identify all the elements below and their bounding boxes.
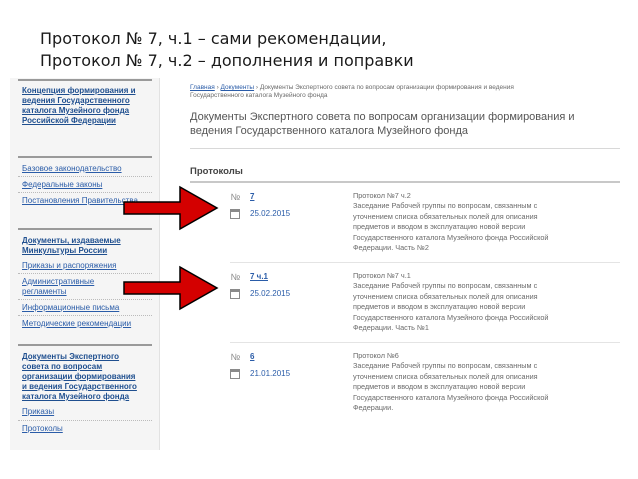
slide-title-line-1: Протокол № 7, ч.1 – сами рекомендации, (40, 29, 387, 48)
red-arrow-icon (122, 184, 220, 232)
calendar-icon (230, 289, 240, 299)
main-content (186, 78, 628, 450)
numero-sign-icon: № (230, 192, 241, 202)
breadcrumb-current-cont: Государственного каталога Музейного фонда (190, 92, 328, 99)
sidebar-link-government-decrees[interactable]: Постановления Правительства (22, 196, 138, 205)
protocol-item (230, 351, 620, 423)
breadcrumb (190, 84, 620, 100)
protocol-item (230, 191, 620, 263)
calendar-icon (230, 209, 240, 219)
protocol-doc-title: Протокол №6 (353, 351, 399, 360)
protocol-doc-title: Протокол №7 ч.2 (353, 191, 411, 200)
numero-sign-icon: № (230, 272, 241, 282)
protocol-number-link[interactable]: 7 ч.1 (250, 272, 268, 281)
protocol-number-link[interactable]: 6 (250, 352, 255, 361)
website-screenshot (10, 78, 628, 450)
breadcrumb-current: Документы Экспертного совета по вопросам организации формирования и ведения (259, 84, 514, 91)
breadcrumb-separator: › (216, 84, 219, 91)
page-title: Документы Экспертного совета по вопросам организации формирования и ведения Государственного каталога Музейного фонда (190, 111, 575, 137)
sidebar-divider (18, 420, 152, 421)
breadcrumb-home[interactable]: Главная (190, 84, 215, 91)
sidebar-link-orders[interactable]: Приказы и распоряжения (22, 261, 117, 270)
protocol-date: 25.02.2015 (250, 289, 291, 298)
item-divider (230, 342, 620, 343)
slide-title (40, 28, 600, 72)
sidebar-link-guidelines[interactable]: Методические рекомендации (22, 319, 132, 328)
sidebar-link-expert-council[interactable]: Документы Экспертного совета по вопросам организации формирования и ведения Государственного каталога Музейного фонда (22, 352, 137, 401)
protocol-description: Протокол №6 Заседание Рабочей группы по вопросам, связанным с уточнением списка обязательных полей для описания предметов и вводом в эксплуатацию новой версии Государственного каталога Музейного фонда Российской Федерации. (353, 351, 618, 413)
sidebar-link-protocols[interactable]: Протоколы (22, 424, 63, 433)
protocol-description: Протокол №7 ч.2 Заседание Рабочей группы по вопросам, связанным с уточнением списка обязательных полей для описания предметов и вводом в эксплуатацию новой версии Государственного каталога Музейного фонда Российской Федерации. Часть №2 (353, 191, 618, 253)
sidebar-link-base-legislation[interactable]: Базовое законодательство (22, 164, 122, 173)
section-title: Протоколы (190, 166, 243, 177)
calendar-icon (230, 369, 240, 379)
sidebar-link-concept[interactable]: Концепция формирования и ведения Государственного каталога Музейного фонда Российской Федерации (22, 86, 136, 125)
protocol-date: 21.01.2015 (250, 369, 291, 378)
sidebar-separator (18, 79, 152, 81)
numero-sign-icon: № (230, 352, 241, 362)
section-divider (190, 181, 620, 183)
protocol-number-link[interactable]: 7 (250, 192, 255, 201)
slide-title-line-2: Протокол № 7, ч.2 – дополнения и поправки (40, 51, 414, 70)
protocol-item (230, 271, 620, 343)
sidebar-link-info-letters[interactable]: Информационные письма (22, 303, 120, 312)
breadcrumb-documents[interactable]: Документы (220, 84, 255, 91)
sidebar-separator (18, 344, 152, 346)
breadcrumb-separator: › (255, 84, 259, 91)
sidebar-link-admin-regulations[interactable]: Административные регламенты (22, 277, 95, 296)
sidebar-link-federal-laws[interactable]: Федеральные законы (22, 180, 103, 189)
sidebar-divider (18, 315, 152, 316)
protocol-doc-title: Протокол №7 ч.1 (353, 271, 411, 280)
red-arrow-icon (122, 264, 220, 312)
sidebar-link-orders-council[interactable]: Приказы (22, 407, 55, 416)
sidebar-divider (18, 176, 152, 177)
sidebar-link-ministry-docs[interactable]: Документы, издаваемые Минкультуры России (22, 236, 121, 255)
title-divider (190, 148, 620, 149)
protocol-description: Протокол №7 ч.1 Заседание Рабочей группы по вопросам, связанным с уточнением списка обязательных полей для описания предметов и вводом в эксплуатацию новой версии Государственного каталога Музейного фонда Российской Федерации. Часть №1 (353, 271, 618, 333)
sidebar-separator (18, 156, 152, 158)
protocol-date: 25.02.2015 (250, 209, 291, 218)
item-divider (230, 262, 620, 263)
